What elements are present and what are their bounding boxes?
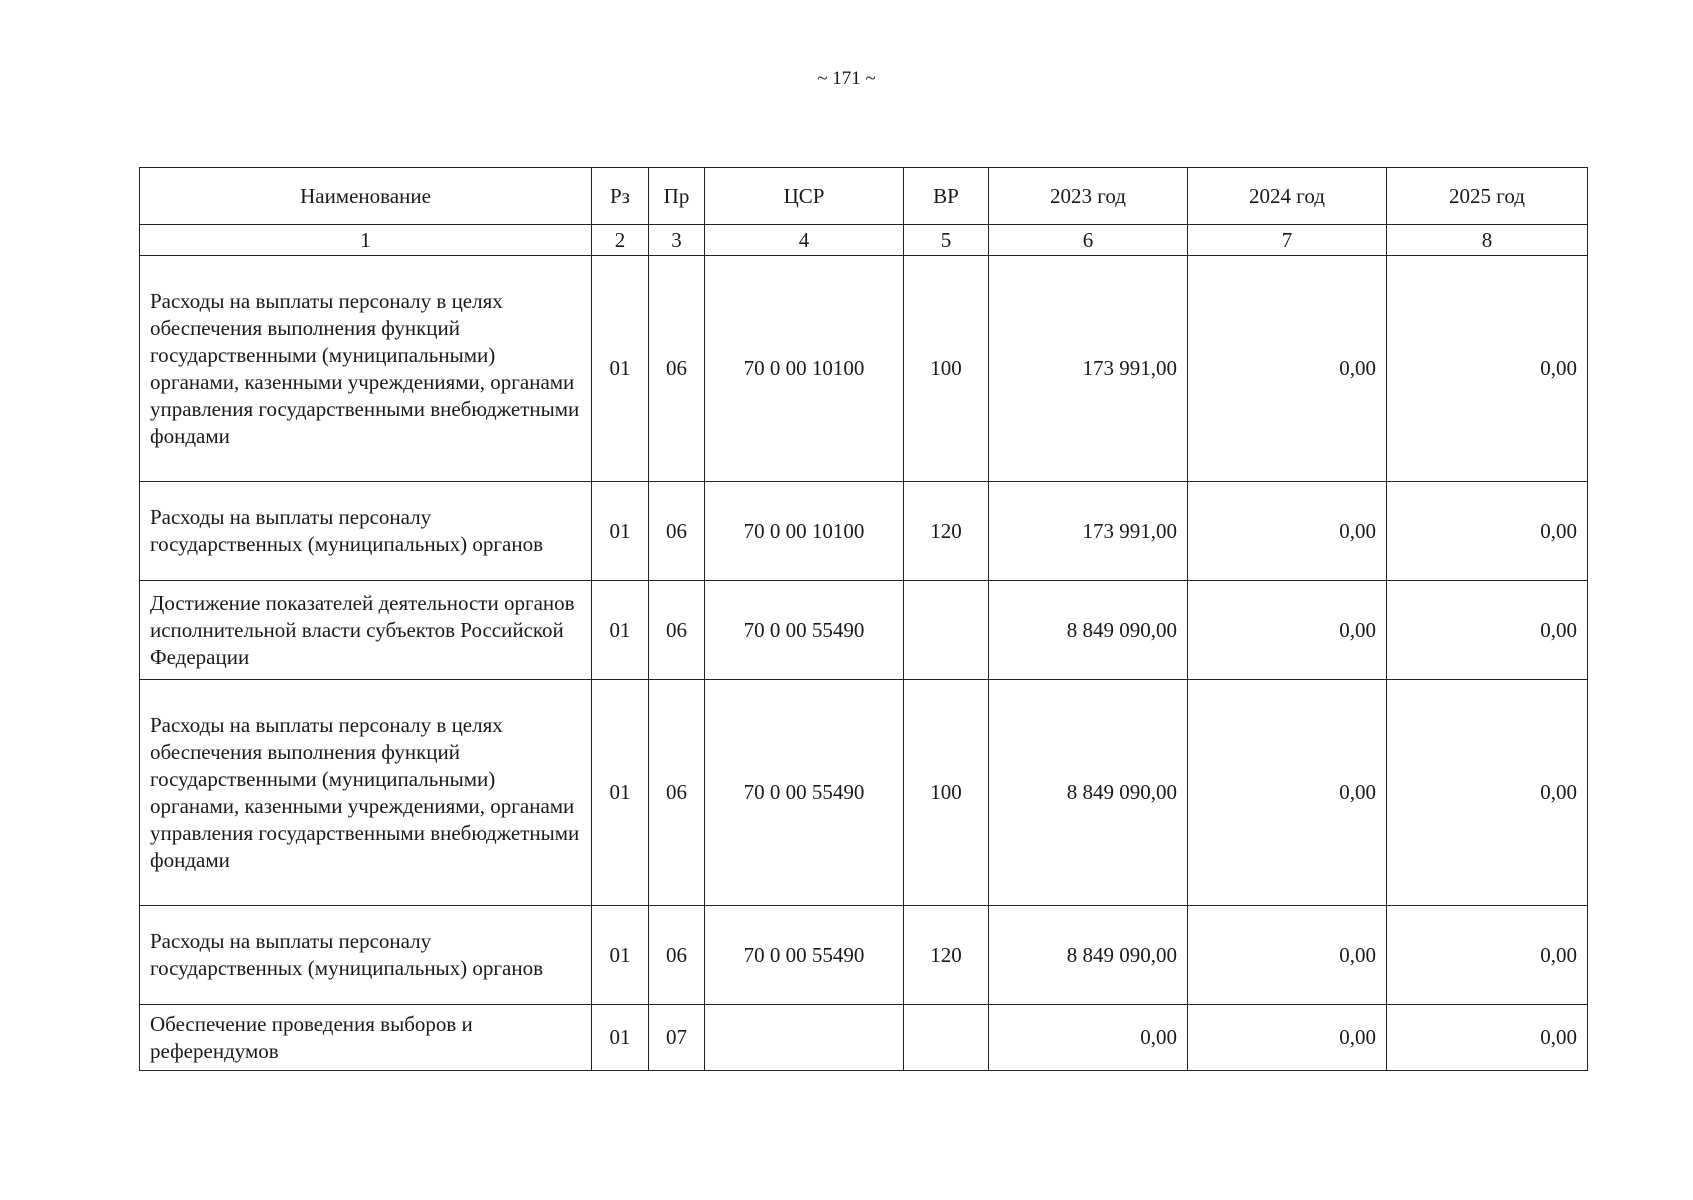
row-2023: 0,00 [989,1005,1188,1071]
page-number: ~ 171 ~ [817,68,876,89]
row-2025: 0,00 [1387,581,1588,680]
header-rz: Рз [592,168,649,225]
row-rz: 01 [592,482,649,581]
row-rz: 01 [592,1005,649,1071]
row-pr: 06 [649,256,705,482]
header-pr: Пр [649,168,705,225]
table-row [140,581,1588,680]
row-2024: 0,00 [1188,680,1387,906]
row-csr: 70 0 00 55490 [705,680,904,906]
row-csr: 70 0 00 55490 [705,906,904,1005]
row-name: Расходы на выплаты персоналу в целях обеспечения выполнения функций государственными (муниципальными) органами, казенными учреждениями, органами управления государственными внебюджетными фондами [140,680,592,906]
row-2024: 0,00 [1188,906,1387,1005]
header-2024: 2024 год [1188,168,1387,225]
row-name: Расходы на выплаты персоналу государственных (муниципальных) органов [140,482,592,581]
row-vr: 120 [904,906,989,1005]
row-csr: 70 0 00 10100 [705,482,904,581]
budget-table [139,167,1588,1071]
table-row [140,1005,1588,1071]
row-pr: 06 [649,906,705,1005]
row-csr: 70 0 00 55490 [705,581,904,680]
column-number: 8 [1387,225,1588,256]
row-rz: 01 [592,581,649,680]
row-2024: 0,00 [1188,256,1387,482]
row-2024: 0,00 [1188,482,1387,581]
header-row [140,168,1588,225]
row-pr: 06 [649,581,705,680]
header-vr: ВР [904,168,989,225]
row-name: Расходы на выплаты персоналу государственных (муниципальных) органов [140,906,592,1005]
header-2023: 2023 год [989,168,1188,225]
row-2024: 0,00 [1188,1005,1387,1071]
table-row [140,906,1588,1005]
row-2025: 0,00 [1387,482,1588,581]
column-number: 4 [705,225,904,256]
row-vr [904,581,989,680]
row-pr: 06 [649,482,705,581]
row-csr [705,1005,904,1071]
header-name: Наименование [140,168,592,225]
row-2025: 0,00 [1387,1005,1588,1071]
row-csr: 70 0 00 10100 [705,256,904,482]
row-2023: 173 991,00 [989,482,1188,581]
column-number-row [140,225,1588,256]
row-2023: 8 849 090,00 [989,581,1188,680]
header-csr: ЦСР [705,168,904,225]
column-number: 2 [592,225,649,256]
row-rz: 01 [592,680,649,906]
row-2023: 8 849 090,00 [989,906,1188,1005]
row-pr: 07 [649,1005,705,1071]
column-number: 5 [904,225,989,256]
table-row [140,482,1588,581]
row-2025: 0,00 [1387,256,1588,482]
row-2025: 0,00 [1387,906,1588,1005]
row-vr: 100 [904,680,989,906]
column-number: 1 [140,225,592,256]
row-vr [904,1005,989,1071]
row-name: Достижение показателей деятельности органов исполнительной власти субъектов Российской Федерации [140,581,592,680]
row-rz: 01 [592,256,649,482]
row-name: Расходы на выплаты персоналу в целях обеспечения выполнения функций государственными (муниципальными) органами, казенными учреждениями, органами управления государственными внебюджетными фондами [140,256,592,482]
row-2023: 173 991,00 [989,256,1188,482]
column-number: 7 [1188,225,1387,256]
header-2025: 2025 год [1387,168,1588,225]
column-number: 6 [989,225,1188,256]
column-number: 3 [649,225,705,256]
row-2023: 8 849 090,00 [989,680,1188,906]
row-pr: 06 [649,680,705,906]
table-row [140,256,1588,482]
row-2025: 0,00 [1387,680,1588,906]
row-vr: 100 [904,256,989,482]
row-rz: 01 [592,906,649,1005]
table-row [140,680,1588,906]
row-2024: 0,00 [1188,581,1387,680]
row-vr: 120 [904,482,989,581]
row-name: Обеспечение проведения выборов и референдумов [140,1005,592,1071]
